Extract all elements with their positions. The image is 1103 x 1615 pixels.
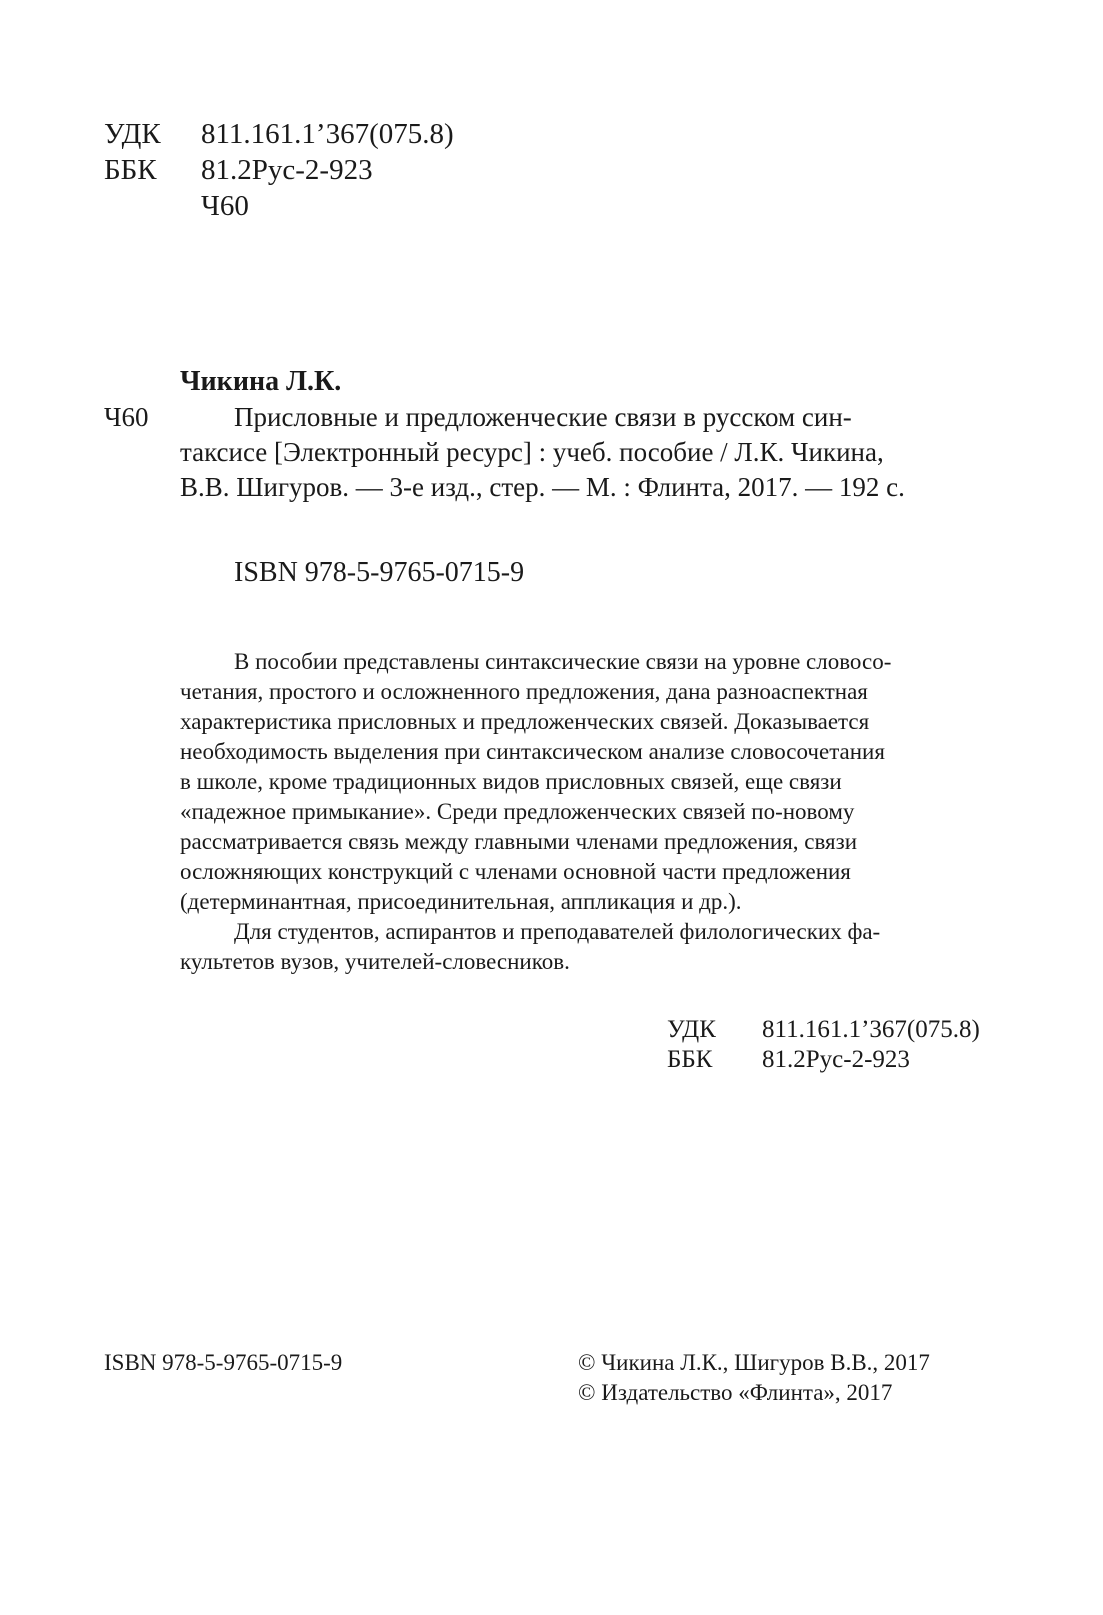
abstract-line: в школе, кроме традиционных видов присловных связей, еще связи xyxy=(180,769,842,794)
abstract-line: Для студентов, аспирантов и преподавателей филологических фа- xyxy=(234,919,881,944)
bbk-value: 81.2Рус-2-923 xyxy=(201,154,373,186)
abstract-line: В пособии представлены синтаксические связи на уровне словосо- xyxy=(234,649,892,674)
bbk-label: ББК xyxy=(104,154,157,186)
udk-value: 811.161.1’367(075.8) xyxy=(201,118,454,150)
udk-value: 811.161.1’367(075.8) xyxy=(762,1016,980,1043)
title-line: В.В. Шигуров. — 3-е изд., стер. — М. : Флинта, 2017. — 192 с. xyxy=(180,472,905,502)
title-line: Присловные и предложенческие связи в русском син- xyxy=(234,402,852,432)
footer-isbn: ISBN 978-5-9765-0715-9 xyxy=(104,1350,343,1375)
copyright-line: © Чикина Л.К., Шигуров В.В., 2017 xyxy=(578,1350,930,1375)
title-line: таксисе [Электронный ресурс] : учеб. пособие / Л.К. Чикина, xyxy=(180,437,884,467)
abstract-line: необходимость выделения при синтаксическом анализе словосочетания xyxy=(180,739,885,764)
udk-label: УДК xyxy=(667,1016,716,1043)
bbk-label: ББК xyxy=(667,1046,713,1073)
abstract-line: культетов вузов, учителей-словесников. xyxy=(180,949,570,974)
abstract-line: «падежное примыкание». Среди предложенческих связей по-новому xyxy=(180,799,855,824)
copyright-line: © Издательство «Флинта», 2017 xyxy=(578,1380,893,1405)
abstract-line: характеристика присловных и предложенческих связей. Доказывается xyxy=(180,709,870,734)
entry-code: Ч60 xyxy=(104,402,149,432)
abstract-line: рассматривается связь между главными членами предложения, связи xyxy=(180,829,858,854)
entry-isbn: ISBN 978-5-9765-0715-9 xyxy=(234,557,525,588)
bbk-value: 81.2Рус-2-923 xyxy=(762,1046,910,1073)
author-name: Чикина Л.К. xyxy=(180,366,342,397)
abstract-line: четания, простого и осложненного предложения, дана разноаспектная xyxy=(180,679,868,704)
author-code: Ч60 xyxy=(201,190,249,222)
abstract-line: осложняющих конструкций с членами основной части предложения xyxy=(180,859,851,884)
udk-label: УДК xyxy=(104,118,161,150)
abstract-line: (детерминантная, присоединительная, аппликация и др.). xyxy=(180,889,742,914)
